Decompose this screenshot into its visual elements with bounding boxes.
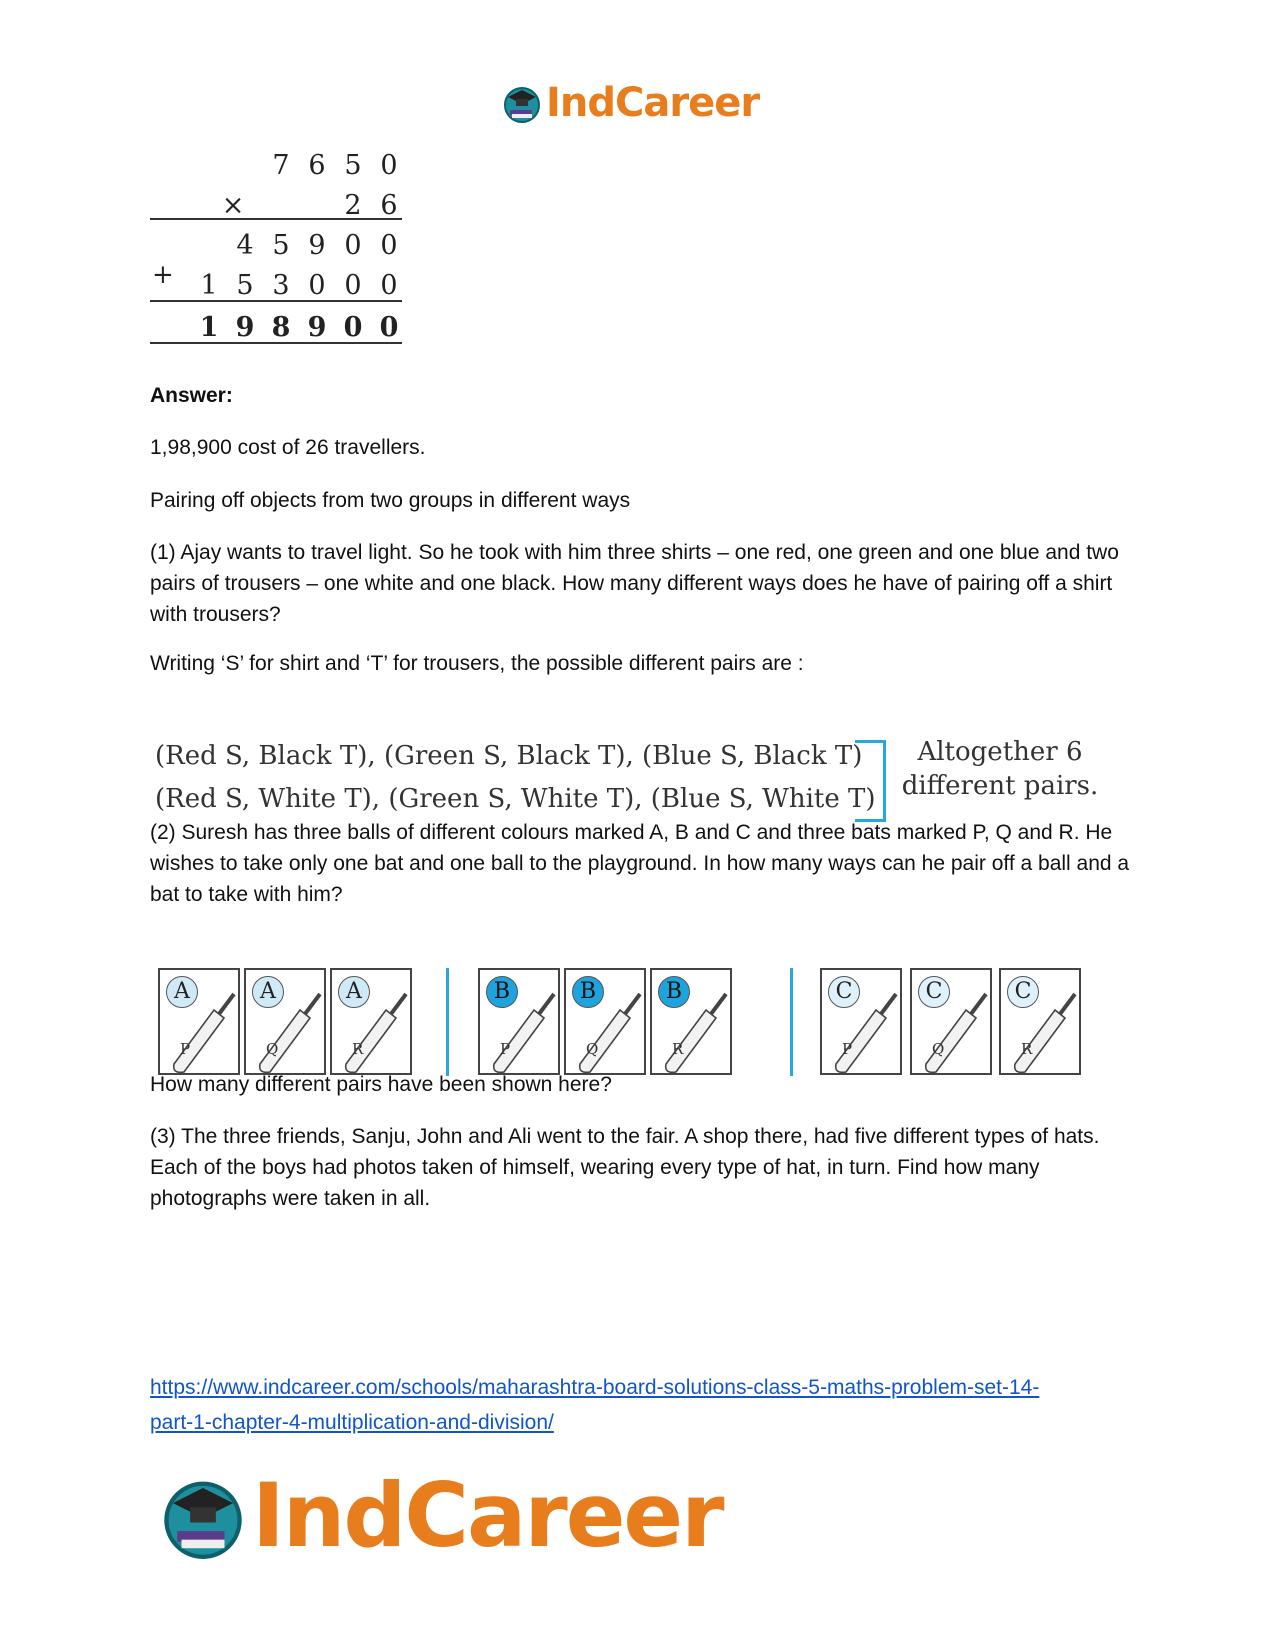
bat-label: Q: [932, 1040, 945, 1058]
bat-label: R: [1021, 1040, 1033, 1058]
times-sign: ×: [221, 190, 245, 221]
source-link-line2: part-1-chapter-4-multiplication-and-division/: [150, 1411, 554, 1434]
digit: 0: [344, 270, 362, 301]
ball-label: B: [658, 976, 690, 1008]
pairs-total-line1: Altogether 6: [917, 737, 1083, 767]
ball-label: A: [166, 976, 198, 1008]
digit: 2: [344, 190, 362, 221]
bat-label: Q: [266, 1040, 279, 1058]
footer-logo: [160, 1464, 723, 1567]
digit: 4: [236, 230, 254, 261]
multiplicand-row: [150, 150, 402, 186]
ball-bat-card: [650, 968, 732, 1075]
ball-bat-card: [564, 968, 646, 1075]
ball-bat-card: [820, 968, 902, 1075]
bat-label: R: [672, 1040, 684, 1058]
plus-sign: +: [152, 260, 174, 290]
answer-label: Answer:: [150, 384, 233, 407]
question-3: (3) The three friends, Sanju, John and Ali went to the fair. A shop there, had five different types of hats. Each of the boys had photos taken of himself, wearing every type of hat, in turn. Find how many photographs were taken in all.: [150, 1125, 1100, 1210]
ball-label: C: [918, 976, 950, 1008]
header-logo-text: IndCareer: [546, 80, 760, 126]
multiplier-row: [150, 190, 402, 226]
answer-text: 1,98,900 cost of 26 travellers.: [150, 436, 426, 459]
ball-label: A: [252, 976, 284, 1008]
pairs-total-line2: different pairs.: [901, 771, 1099, 801]
digit: 7: [272, 150, 290, 181]
pairs-total-note: [900, 735, 1100, 803]
header-logo: [502, 80, 759, 126]
ball-label: C: [828, 976, 860, 1008]
bat-label: P: [500, 1040, 511, 1058]
digit: 8: [271, 312, 291, 343]
ball-label: C: [1007, 976, 1039, 1008]
footer-logo-text: IndCareer: [252, 1464, 723, 1567]
question-1-hint: Writing ‘S’ for shirt and ‘T’ for trousers, the possible different pairs are :: [150, 652, 804, 675]
ball-label: B: [572, 976, 604, 1008]
source-link-line1: https://www.indcareer.com/schools/maharashtra-board-solutions-class-5-maths-problem-set-14-: [150, 1376, 1040, 1399]
pairs-list: [155, 735, 876, 821]
ball-bat-card: [999, 968, 1081, 1075]
bat-label: R: [352, 1040, 364, 1058]
ball-bat-card: [244, 968, 326, 1075]
question-2-followup: How many different pairs have been shown here?: [150, 1073, 612, 1096]
rule-line: [150, 218, 402, 220]
digit: 1: [199, 312, 219, 343]
question-2: (2) Suresh has three balls of different colours marked A, B and C and three bats marked P, Q and R. He wishes to take only one bat and one ball to the playground. In how many ways can he pair off a ball and a bat to take with him?: [150, 821, 1130, 906]
pairs-row-black: (Red S, Black T), (Green S, Black T), (Blue S, Black T): [155, 741, 863, 771]
graduate-globe-icon: [502, 83, 542, 123]
bracket: [855, 740, 886, 822]
ball-label: A: [338, 976, 370, 1008]
digit: 0: [379, 312, 399, 343]
digit: 1: [200, 270, 218, 301]
digit: 5: [344, 150, 362, 181]
digit: 0: [380, 230, 398, 261]
digit: 6: [308, 150, 326, 181]
digit: 5: [272, 230, 290, 261]
partial-product-row: [150, 230, 402, 266]
digit: 0: [344, 230, 362, 261]
question-1: (1) Ajay wants to travel light. So he took with him three shirts – one red, one green and one blue and two pairs of trousers – one white and one black. How many different ways does he have of pairing off a shirt with trousers?: [150, 541, 1119, 626]
digit: 0: [380, 270, 398, 301]
bat-label: P: [842, 1040, 853, 1058]
bat-label: Q: [586, 1040, 599, 1058]
digit: 0: [343, 312, 363, 343]
digit: 0: [308, 270, 326, 301]
bat-label: P: [180, 1040, 191, 1058]
graduate-globe-icon: [160, 1473, 246, 1559]
ball-bat-card: [910, 968, 992, 1075]
ball-bat-card: [478, 968, 560, 1075]
ball-bat-card: [330, 968, 412, 1075]
digit: 6: [380, 190, 398, 221]
digit: 9: [235, 312, 255, 343]
section-title: Pairing off objects from two groups in different ways: [150, 489, 631, 512]
rule-line: [150, 300, 402, 302]
group-separator: [790, 968, 793, 1076]
ball-bat-card: [158, 968, 240, 1075]
pairs-row-white: (Red S, White T), (Green S, White T), (Blue S, White T): [155, 784, 876, 814]
digit: 3: [272, 270, 290, 301]
digit: 9: [307, 312, 327, 343]
ball-label: B: [486, 976, 518, 1008]
digit: 5: [236, 270, 254, 301]
digit: 9: [308, 230, 326, 261]
ball-bat-figure: [150, 968, 1130, 1078]
digit: 0: [380, 150, 398, 181]
group-separator: [446, 968, 449, 1076]
source-link[interactable]: [150, 1370, 1130, 1440]
rule-line: [150, 342, 402, 344]
